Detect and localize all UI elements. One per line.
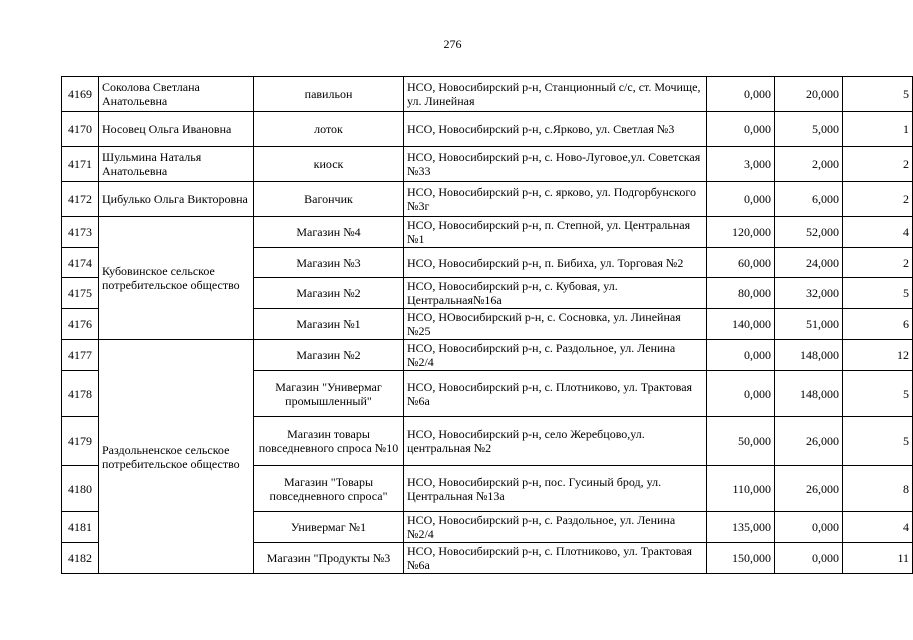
table-row: [62, 147, 913, 182]
object-type-cell: Магазин №2: [254, 278, 404, 309]
table-row: [62, 112, 913, 147]
row-number-cell: 4177: [62, 340, 99, 371]
row-number-cell: 4169: [62, 77, 99, 112]
address-cell: НСО, Новосибирский р-н, с. Раздольное, ул. Ленина №2/4: [404, 512, 707, 543]
address-cell: НСО, Новосибирский р-н, с. ярково, ул. Подгорбунского №3г: [404, 182, 707, 217]
row-number-cell: 4172: [62, 182, 99, 217]
row-number-cell: 4170: [62, 112, 99, 147]
object-type-cell: Магазин "Продукты №3: [254, 543, 404, 574]
address-cell: НСО, Новосибирский р-н, село Жеребцово,ул. центральная №2: [404, 417, 707, 466]
value-3-cell: 4: [843, 217, 913, 248]
object-type-cell: Магазин "Универмаг промышленный": [254, 371, 404, 417]
address-cell: НСО, Новосибирский р-н, с. Кубовая, ул. Центральная№16а: [404, 278, 707, 309]
address-cell: НСО, Новосибирский р-н, с. Ново-Луговое,ул. Советская №33: [404, 147, 707, 182]
value-2-cell: 148,000: [775, 340, 843, 371]
object-type-cell: Вагончик: [254, 182, 404, 217]
object-type-cell: Магазин №2: [254, 340, 404, 371]
row-number-cell: 4173: [62, 217, 99, 248]
value-3-cell: 2: [843, 248, 913, 278]
address-cell: НСО, Новосибирский р-н, п. Бибиха, ул. Торговая №2: [404, 248, 707, 278]
value-3-cell: 1: [843, 112, 913, 147]
object-type-cell: Магазин №3: [254, 248, 404, 278]
address-cell: НСО, Новосибирский р-н, Станционный с/с, ст. Мочище, ул. Линейная: [404, 77, 707, 112]
table-row: [62, 217, 913, 248]
value-1-cell: 0,000: [707, 371, 775, 417]
value-2-cell: 2,000: [775, 147, 843, 182]
value-1-cell: 150,000: [707, 543, 775, 574]
value-1-cell: 3,000: [707, 147, 775, 182]
owner-cell: Соколова Светлана Анатольевна: [99, 77, 254, 112]
address-cell: НСО, Новосибирский р-н, п. Степной, ул. Центральная №1: [404, 217, 707, 248]
address-cell: НСО, Новосибирский р-н, с. Раздольное, ул. Ленина №2/4: [404, 340, 707, 371]
value-2-cell: 148,000: [775, 371, 843, 417]
value-3-cell: 12: [843, 340, 913, 371]
value-1-cell: 0,000: [707, 182, 775, 217]
owner-cell: Шульмина Наталья Анатольевна: [99, 147, 254, 182]
value-2-cell: 26,000: [775, 466, 843, 512]
value-1-cell: 0,000: [707, 340, 775, 371]
value-2-cell: 0,000: [775, 512, 843, 543]
value-3-cell: 5: [843, 417, 913, 466]
owner-cell: Раздольненское сельское потребительское общество: [99, 340, 254, 574]
row-number-cell: 4178: [62, 371, 99, 417]
value-2-cell: 32,000: [775, 278, 843, 309]
page-number: 276: [443, 37, 462, 51]
value-3-cell: 2: [843, 147, 913, 182]
object-type-cell: Магазин "Товары повседневного спроса": [254, 466, 404, 512]
value-3-cell: 4: [843, 512, 913, 543]
value-2-cell: 51,000: [775, 309, 843, 340]
value-2-cell: 20,000: [775, 77, 843, 112]
value-2-cell: 52,000: [775, 217, 843, 248]
object-type-cell: Магазин товары повседневного спроса №10: [254, 417, 404, 466]
value-1-cell: 0,000: [707, 77, 775, 112]
owner-cell: Кубовинское сельское потребительское общество: [99, 217, 254, 340]
object-type-cell: Магазин №4: [254, 217, 404, 248]
value-1-cell: 80,000: [707, 278, 775, 309]
value-3-cell: 11: [843, 543, 913, 574]
address-cell: НСО, Новосибирский р-н, с.Ярково, ул. Светлая №3: [404, 112, 707, 147]
value-2-cell: 24,000: [775, 248, 843, 278]
row-number-cell: 4180: [62, 466, 99, 512]
row-number-cell: 4171: [62, 147, 99, 182]
row-number-cell: 4182: [62, 543, 99, 574]
object-type-cell: Магазин №1: [254, 309, 404, 340]
owner-cell: Цибулько Ольга Викторовна: [99, 182, 254, 217]
value-1-cell: 140,000: [707, 309, 775, 340]
value-2-cell: 0,000: [775, 543, 843, 574]
object-type-cell: Универмаг №1: [254, 512, 404, 543]
object-type-cell: лоток: [254, 112, 404, 147]
object-type-cell: киоск: [254, 147, 404, 182]
value-3-cell: 6: [843, 309, 913, 340]
value-1-cell: 135,000: [707, 512, 775, 543]
table-row: [62, 77, 913, 112]
row-number-cell: 4181: [62, 512, 99, 543]
table-row: [62, 182, 913, 217]
value-1-cell: 120,000: [707, 217, 775, 248]
row-number-cell: 4176: [62, 309, 99, 340]
value-1-cell: 50,000: [707, 417, 775, 466]
address-cell: НСО, Новосибирский р-н, пос. Гусиный брод, ул. Центральная №13а: [404, 466, 707, 512]
value-3-cell: 8: [843, 466, 913, 512]
address-cell: НСО, НОвосибирский р-н, с. Сосновка, ул. Линейная №25: [404, 309, 707, 340]
value-2-cell: 6,000: [775, 182, 843, 217]
value-1-cell: 0,000: [707, 112, 775, 147]
value-3-cell: 2: [843, 182, 913, 217]
value-3-cell: 5: [843, 371, 913, 417]
value-1-cell: 60,000: [707, 248, 775, 278]
value-2-cell: 5,000: [775, 112, 843, 147]
row-number-cell: 4174: [62, 248, 99, 278]
row-number-cell: 4175: [62, 278, 99, 309]
address-cell: НСО, Новосибирский р-н, с. Плотниково, ул. Трактовая №6а: [404, 371, 707, 417]
table-row: [62, 340, 913, 371]
owner-cell: Носовец Ольга Ивановна: [99, 112, 254, 147]
value-1-cell: 110,000: [707, 466, 775, 512]
address-cell: НСО, Новосибирский р-н, с. Плотниково, ул. Трактовая №6а: [404, 543, 707, 574]
value-3-cell: 5: [843, 278, 913, 309]
value-2-cell: 26,000: [775, 417, 843, 466]
row-number-cell: 4179: [62, 417, 99, 466]
value-3-cell: 5: [843, 77, 913, 112]
object-type-cell: павильон: [254, 77, 404, 112]
registry-table: [61, 76, 913, 574]
